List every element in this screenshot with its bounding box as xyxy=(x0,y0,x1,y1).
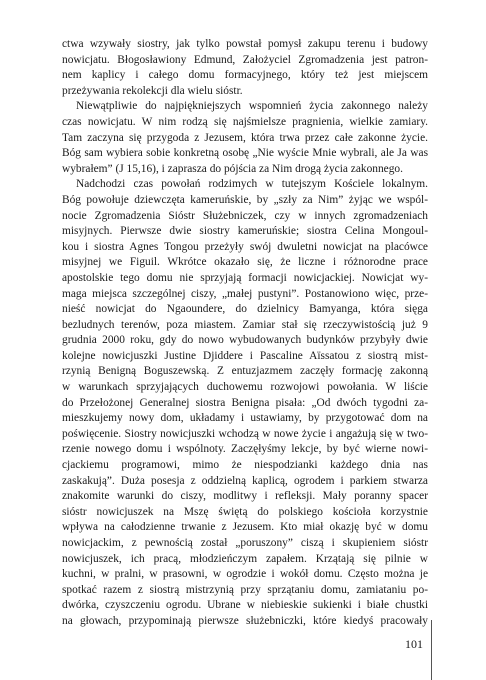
text-line: maga miejsca szczególnej ciszy, „małej pustyni”. Postanowiono więc, prze- xyxy=(62,287,428,300)
text-line: mieszkujemy nowy dom, układamy i ustawiamy, by przygotować dom na xyxy=(62,412,428,425)
text-line: znakomite warunki do ciszy, modlitwy i refleksji. Mały poranny spacer xyxy=(62,490,428,503)
text-line: nowicjackim, z pewnością został „poruszony” ciszą i skupieniem sióstr xyxy=(62,537,428,549)
text-line: na głowach, przypominają pierwsze służebniczki, które kiedyś pracowały xyxy=(62,614,428,627)
text-line: poświęcenie. Siostry nowicjuszki wchodzą w nowe życie i angażują się w two- xyxy=(62,427,428,440)
text-line: wpływa na całodzienne trwanie z Jezusem. Kto miał okazję być w domu xyxy=(62,521,428,534)
text-line: kou i siostra Agnes Tongou przeżyły swój dwuletni nowicjat na placówce xyxy=(62,240,428,253)
paragraph-2 xyxy=(62,99,428,177)
text-line: do Przełożonej Generalnej siostra Benigna pisała: „Od dwóch tygodni za- xyxy=(62,396,428,409)
text-line: spotkać razem z siostrą mistrzynią przy sprzątaniu domu, zamiataniu po- xyxy=(62,583,428,596)
text-line: nowicjatu. Błogosławiony Edmund, Założyciel Zgromadzenia jest patron- xyxy=(62,53,428,66)
text-line: wybrałem” (J 15,16), i zaprasza do pójścia za Nim drogą życia zakonnego. xyxy=(62,162,403,175)
text-line: rzynią Benigną Boguszewską. Z entuzjazmem zaczęły formację zakonną xyxy=(62,365,428,378)
text-line: nieść nowicjat do Ngaoundere, do dzielnicy Bamyanga, która sięga xyxy=(62,303,428,316)
text-line: nocie Zgromadzenia Sióstr Służebniczek, czy w innych zgromadzeniach xyxy=(62,209,428,222)
text-line: Nadchodzi czas powołań rodzimych w tutejszym Kościele lokalnym. xyxy=(76,178,428,191)
margin-rule xyxy=(431,620,432,680)
text-line: misyjnej we Figuil. Wkrótce okazało się, że liczne i różnorodne prace xyxy=(62,256,428,269)
text-line: misyjnych. Pierwsze dwie siostry kameruńskie; siostra Celina Mongoul- xyxy=(62,225,428,238)
text-line: nem kaplicy i całego domu formacyjnego, który też jest miejscem xyxy=(62,69,428,82)
text-line: grudnia 2000 roku, gdy do nowo wybudowanych budynków przybyły dwie xyxy=(62,334,428,347)
paragraph-3 xyxy=(62,177,428,629)
paragraph-1 xyxy=(62,37,428,99)
text-line: Bóg sam wybiera sobie konkretną osobę „Nie wyście Mnie wybrali, ale Ja was xyxy=(62,147,428,160)
page-number: 101 xyxy=(405,637,423,651)
text-line: sióstr nowicjuszek na Mszę świętą do polskiego kościoła korzystnie xyxy=(62,505,428,518)
text-line: w warunkach sprzyjających duchowemu rozwojowi powołania. W liście xyxy=(62,381,428,394)
text-line: Bóg powołuje dziewczęta kameruńskie, by „szły za Nim” żyjąc we wspól- xyxy=(62,193,428,206)
page-body xyxy=(62,37,428,630)
text-line: ctwa wzywały siostry, jak tylko powstał pomysł zakupu terenu i budowy xyxy=(62,38,428,50)
text-line: kuchni, w pralni, w prasowni, w ogrodzie i wokół domu. Często można je xyxy=(62,568,428,581)
text-line: apostolskie tego domu nie sprzyjają formacji nowicjackiej. Nowicjat wy- xyxy=(62,271,428,284)
text-line: bezludnych terenów, poza miastem. Zamiar stał się rzeczywistością już 9 xyxy=(62,318,428,331)
text-line: Niewątpliwie do najpiękniejszych wspomnień życia zakonnego należy xyxy=(76,100,428,113)
text-line: zaskakują”. Duża posesja z oddzielną kaplicą, ogrodem i parkiem stwarza xyxy=(62,474,428,487)
text-line: nowicjuszek, ich pracą, młodzieńczym zapałem. Krzątają się pilnie w xyxy=(62,552,428,565)
text-line: rzenie nowego domu i wspólnoty. Zaczęłyśmy lekcje, by być wierne nowi- xyxy=(62,443,428,456)
text-line: dwórka, czyszczeniu ogrodu. Ubrane w niebieskie sukienki i białe chustki xyxy=(62,599,428,612)
text-line: przeżywania rekolekcji dla wielu sióstr. xyxy=(62,84,243,97)
text-line: Tam zaczyna się przygoda z Jezusem, która trwa przez całe zakonne życie. xyxy=(62,131,428,144)
text-line: cjackiemu programowi, mimo że niespodzianki każdego dnia nas xyxy=(62,459,428,472)
text-line: czas nowicjatu. W nim rodzą się najśmielsze pragnienia, wielkie zamiary. xyxy=(62,115,428,128)
text-line: kolejne nowicjuszki Justine Djiddere i Pascaline Aïssatou z siostrą mist- xyxy=(62,349,428,362)
